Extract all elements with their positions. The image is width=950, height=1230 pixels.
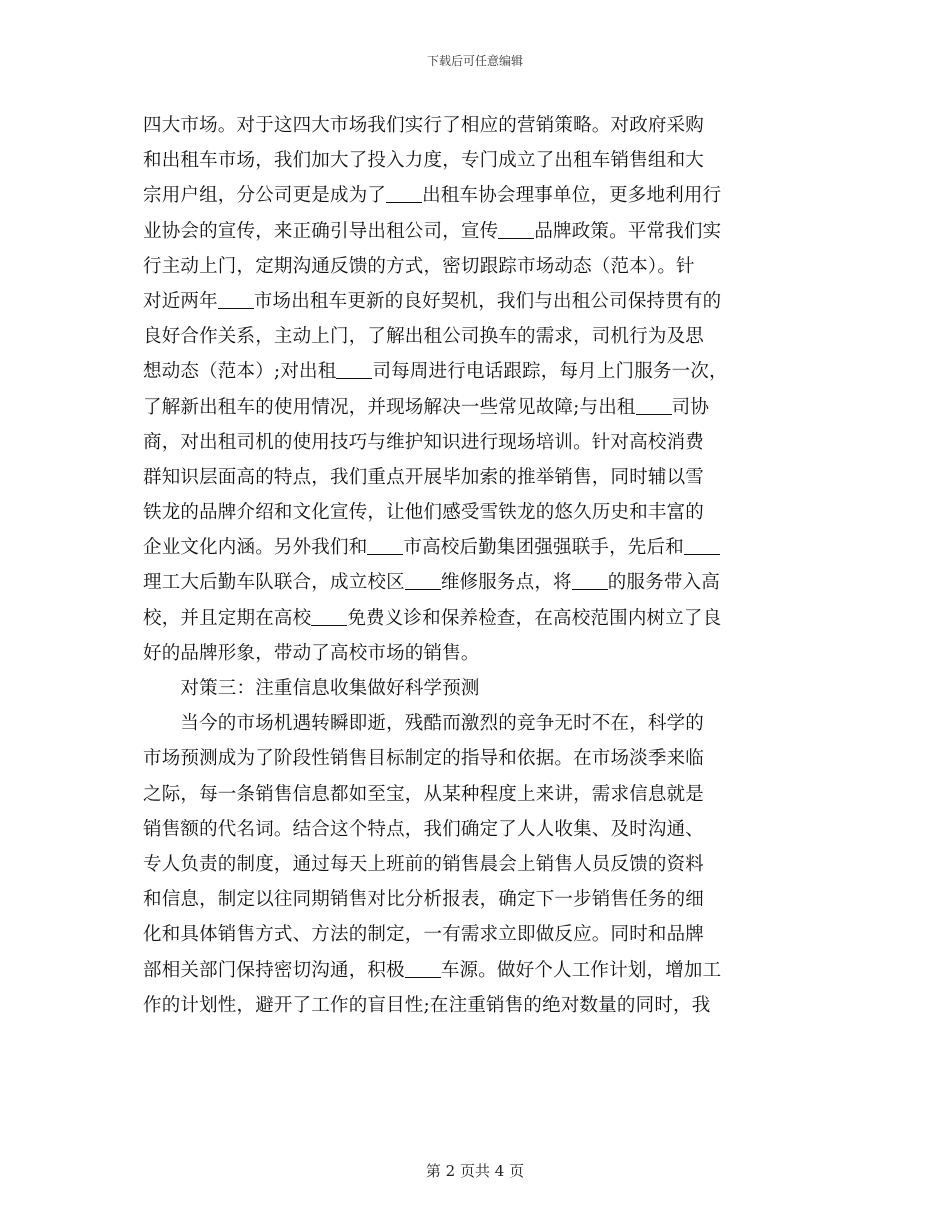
text-segment: 想动态（范本）;对出租 [143,361,337,383]
fill-in-blank [311,606,347,626]
text-segment: 司每周进行电话跟踪，每月上门服务一次， [372,361,728,383]
text-segment: 品牌政策。平常我们实 [534,220,722,242]
text-segment: 出租车协会理事单位，更多地利用行 [422,185,722,207]
text-segment: 校，并且定期在高校 [143,607,312,629]
fill-in-blank [386,184,422,204]
text-line [143,882,807,917]
text-segment: 了解新出租车的使用情况，并现场解决一些常见故障;与出租 [143,396,636,418]
text-line [143,354,807,389]
fill-in-blank [572,571,608,591]
text-segment: 维修服务点，将 [440,572,572,594]
fill-in-blank [367,536,403,556]
text-segment: 市高校后勤集团强强联手，先后和 [403,537,684,559]
text-line [143,706,807,741]
text-segment: 企业文化内涵。另外我们和 [143,537,368,559]
text-segment: 之际，每一条销售信息都如至宝，从某种程度上来讲，需求信息就是 [143,783,705,805]
text-line [143,495,807,530]
text-segment: 群知识层面高的特点，我们重点开展毕加索的推举销售，同时辅以雪 [143,466,705,488]
text-segment: 部相关部门保持密切沟通，积极 [143,959,405,981]
text-segment: 免费义诊和保养检查，在高校范围内树立了良 [347,607,722,629]
text-line [143,777,807,812]
text-segment: 的服务带入高 [607,572,720,594]
text-line [143,565,807,600]
text-segment: 市场预测成为了阶段性销售目标制定的指导和依据。在市场淡季来临 [143,748,705,770]
text-segment: 对近两年 [143,290,218,312]
text-line [143,953,807,988]
text-segment: 宗用户组，分公司更是成为了 [143,185,387,207]
text-line [143,108,807,143]
page-footer: 第 2 页共 4 页 [425,1162,525,1180]
fill-in-blank [684,536,720,556]
text-line [143,214,807,249]
text-line [143,917,807,952]
text-line [143,530,807,565]
text-segment: 专人负责的制度，通过每天上班前的销售晨会上销售人员反馈的资料 [143,853,705,875]
text-line [143,390,807,425]
text-segment: 行主动上门，定期沟通反馈的方式，密切跟踪市场动态（范本）。针 [143,255,695,277]
text-segment: 当今的市场机遇转瞬即逝，残酷而激烈的竞争无时不在，科学的 [143,713,705,735]
text-segment: 化和具体销售方式、方法的制定，一有需求立即做反应。同时和品牌 [143,924,705,946]
fill-in-blank [336,360,372,380]
fill-in-blank [218,289,254,309]
text-line [143,319,807,354]
text-line [143,847,807,882]
text-segment: 四大市场。对于这四大市场我们实行了相应的营销策略。对政府采购 [143,115,705,136]
document-body [143,108,807,1023]
text-line [143,460,807,495]
text-line [143,601,807,636]
text-line [143,988,807,1023]
text-segment: 和信息，制定以往同期销售对比分析报表，确定下一步销售任务的细 [143,889,705,911]
text-segment: 销售额的代名词。结合这个特点，我们确定了人人收集、及时沟通、 [143,818,705,840]
page-header: 下载后可任意编辑 [426,54,523,68]
text-segment: 市场出租车更新的良好契机，我们与出租公司保持贯有的 [253,290,722,312]
fill-in-blank [405,958,441,978]
text-segment: 好的品牌形象，带动了高校市场的销售。 [143,642,480,664]
text-segment: 理工大后勤车队联合，成立校区 [143,572,405,594]
text-segment: 对策三：注重信息收集做好科学预测 [143,678,480,699]
text-line [143,812,807,847]
text-line [143,284,807,319]
text-line [143,249,807,284]
text-segment: 和出租车市场，我们加大了投入力度，专门成立了出租车销售组和大 [143,150,705,172]
text-line [143,425,807,460]
text-segment: 铁龙的品牌介绍和文化宣传，让他们感受雪铁龙的悠久历史和丰富的 [143,502,705,524]
text-line [143,178,807,213]
text-line [143,636,807,671]
text-line [143,741,807,776]
fill-in-blank [498,219,534,239]
fill-in-blank [405,571,441,591]
text-line [143,671,807,706]
fill-in-blank [636,395,672,415]
text-segment: 良好合作关系，主动上门，了解出租公司换车的需求，司机行为及思 [143,326,705,348]
text-line [143,143,807,178]
text-segment: 车源。做好个人工作计划，增加工 [440,959,722,981]
text-segment: 司协 [671,396,710,418]
text-segment: 业协会的宣传，来正确引导出租公司，宣传 [143,220,499,242]
text-segment: 商，对出租司机的使用技巧与维护知识进行现场培训。针对高校消费 [143,431,705,453]
text-segment: 作的计划性，避开了工作的盲目性;在注重销售的绝对数量的同时，我 [143,994,711,1016]
